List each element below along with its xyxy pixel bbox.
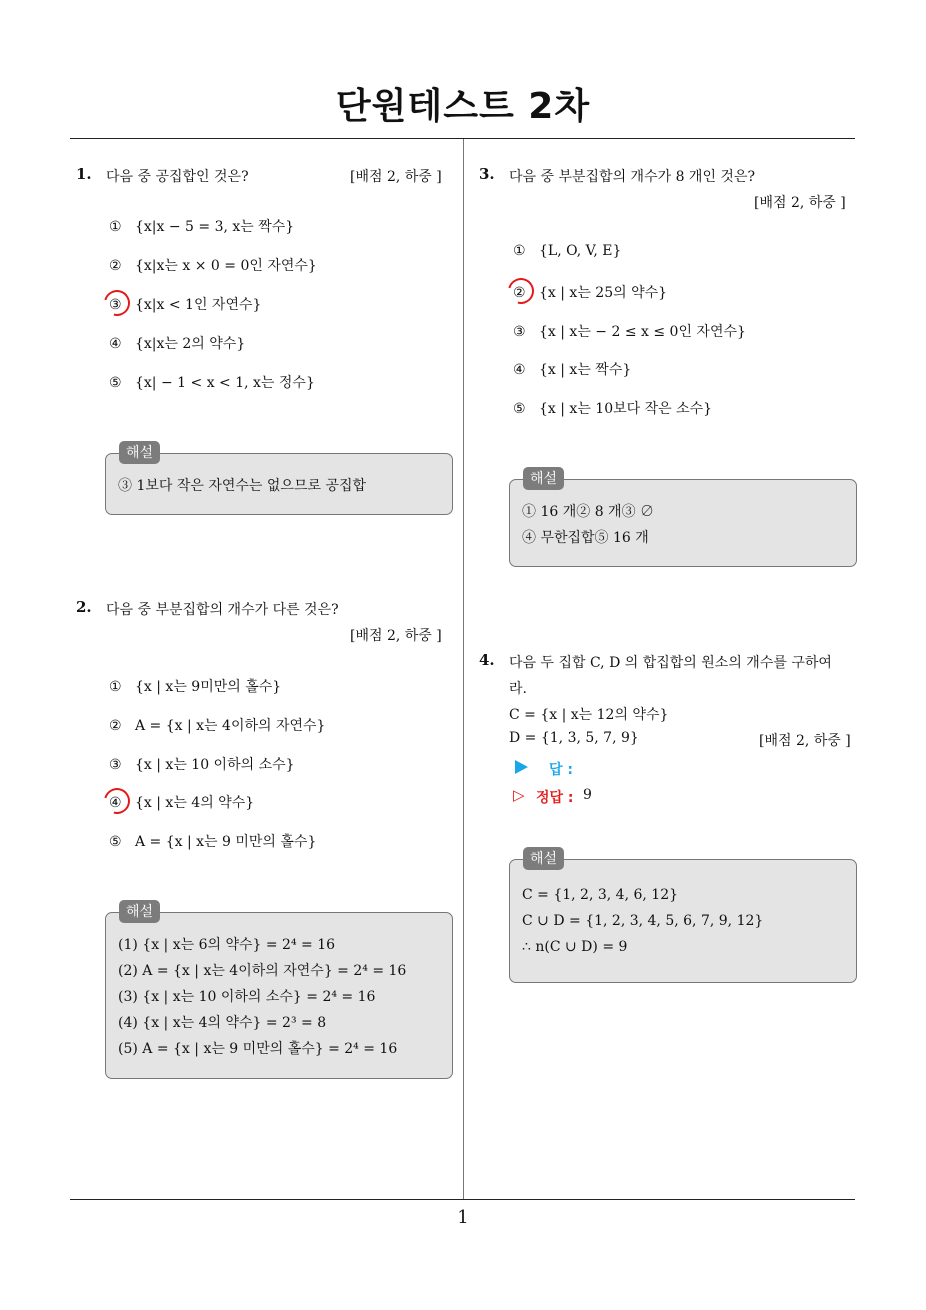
q2-explanation-line: (3) {x | x는 10 이하의 소수} = 2⁴ = 16 [118, 989, 376, 1005]
q4-number: 4. [479, 651, 495, 669]
q1-explanation-line: ③ 1보다 작은 자연수는 없으므로 공집합 [118, 478, 367, 494]
q1-option-4[interactable]: ④ {x|x는 2의 약수} [109, 336, 246, 352]
q1-explanation-tag: 해설 [119, 441, 160, 464]
q2-option-5[interactable]: ⑤ A = {x | x는 9 미만의 홀수} [109, 834, 317, 850]
q3-answer-circle-marker [503, 273, 539, 309]
q4-text-line2: 라. [509, 681, 527, 697]
q2-explanation-tag: 해설 [119, 900, 160, 923]
q3-option-2[interactable]: ② {x | x는 25의 약수} [513, 285, 668, 301]
q1-option-5[interactable]: ⑤ {x| − 1 < x < 1, x는 정수} [109, 375, 315, 391]
q4-explanation-line: ∴ n(C ∪ D) = 9 [522, 939, 628, 955]
q4-correct-label: 정답 : [536, 790, 574, 806]
correct-arrow-icon: ▷ [513, 786, 525, 804]
column-divider [463, 139, 464, 1200]
q3-option-1[interactable]: ① {L, O, V, E} [513, 243, 622, 259]
q2-explanation-line: (2) A = {x | x는 4이하의 자연수} = 2⁴ = 16 [118, 963, 407, 979]
page-number: 1 [457, 1207, 469, 1228]
q4-set-d: D = {1, 3, 5, 7, 9} [509, 730, 639, 746]
q4-explanation-tag: 해설 [523, 847, 564, 870]
q2-option-3[interactable]: ③ {x | x는 10 이하의 소수} [109, 757, 295, 773]
q1-option-3[interactable]: ③ {x|x < 1인 자연수} [109, 297, 262, 313]
q4-explanation-line: C = {1, 2, 3, 4, 6, 12} [522, 887, 679, 903]
q2-explanation-line: (1) {x | x는 6의 약수} = 2⁴ = 16 [118, 937, 336, 953]
q4-correct-value: 9 [583, 787, 592, 803]
q3-option-3[interactable]: ③ {x | x는 − 2 ≤ x ≤ 0인 자연수} [513, 324, 746, 340]
q3-explanation-line: ① 16 개② 8 개③ ∅ [522, 504, 655, 520]
q4-set-c: C = {x | x는 12의 약수} [509, 707, 669, 723]
q2-option-1[interactable]: ① {x | x는 9미만의 홀수} [109, 679, 282, 695]
q3-score: [배점 2, 하중 ] [754, 195, 846, 211]
q3-option-4[interactable]: ④ {x | x는 짝수} [513, 362, 632, 378]
answer-input-area[interactable] [585, 757, 785, 777]
q2-explanation-line: (5) A = {x | x는 9 미만의 홀수} = 2⁴ = 16 [118, 1041, 398, 1057]
q2-option-4[interactable]: ④ {x | x는 4의 약수} [109, 795, 255, 811]
q2-text: 다음 중 부분집합의 개수가 다른 것은? [106, 602, 339, 618]
q1-score: [배점 2, 하중 ] [350, 169, 442, 185]
q1-number: 1. [76, 165, 92, 183]
q4-text-line1: 다음 두 집합 C, D 의 합집합의 원소의 개수를 구하여 [509, 655, 832, 671]
bottom-rule [70, 1199, 855, 1200]
q3-number: 3. [479, 165, 495, 183]
page-title: 단원테스트 2차 [335, 86, 591, 127]
q1-option-1[interactable]: ① {x|x − 5 = 3, x는 짝수} [109, 219, 295, 235]
q3-explanation-tag: 해설 [523, 467, 564, 490]
q2-option-2[interactable]: ② A = {x | x는 4이하의 자연수} [109, 718, 326, 734]
q2-answer-circle-marker [99, 783, 135, 819]
q3-text: 다음 중 부분집합의 개수가 8 개인 것은? [509, 169, 755, 185]
q1-option-2[interactable]: ② {x|x는 x × 0 = 0인 자연수} [109, 258, 317, 274]
q3-explanation-box [509, 479, 857, 567]
q3-explanation-line: ④ 무한집합⑤ 16 개 [522, 530, 649, 546]
q4-explanation-line: C ∪ D = {1, 2, 3, 4, 5, 6, 7, 9, 12} [522, 913, 764, 929]
q2-score: [배점 2, 하중 ] [350, 628, 442, 644]
q3-option-5[interactable]: ⑤ {x | x는 10보다 작은 소수} [513, 401, 713, 417]
q2-explanation-line: (4) {x | x는 4의 약수} = 2³ = 8 [118, 1015, 327, 1031]
q2-number: 2. [76, 598, 92, 616]
q1-text: 다음 중 공집합인 것은? [106, 169, 249, 185]
q1-answer-circle-marker [99, 285, 135, 321]
q4-score: [배점 2, 하중 ] [759, 733, 851, 749]
q4-answer-label: 답 : [549, 762, 573, 778]
answer-arrow-icon [515, 760, 528, 774]
